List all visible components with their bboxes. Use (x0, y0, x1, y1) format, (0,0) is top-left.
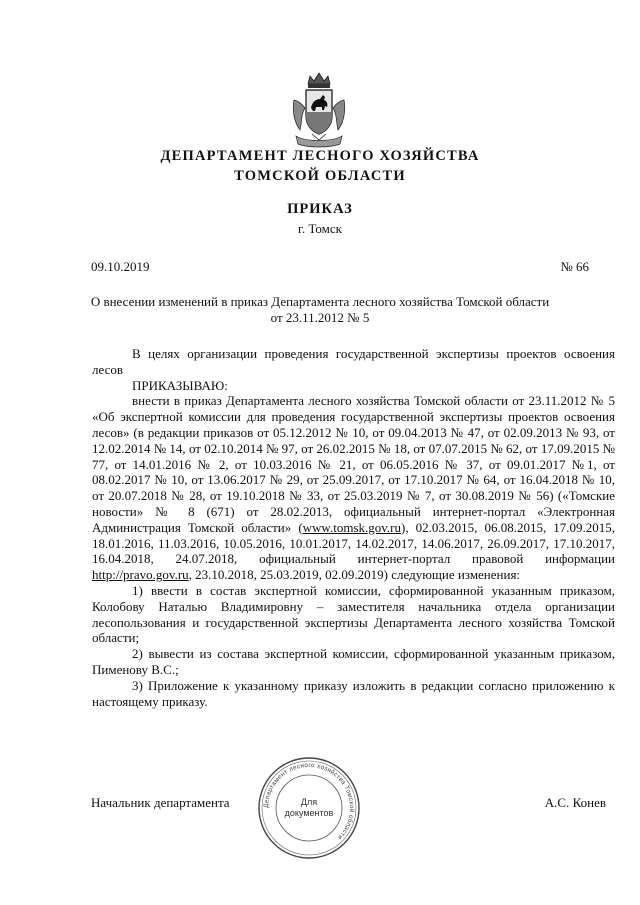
stamp-center-line2: документов (284, 808, 334, 818)
signatory-position: Начальник департамента (91, 795, 230, 810)
main-text-part2: ), 02.03.2015, 06.08.2015, 17.09.2015, 18.01.2016, 11.03.2016, 10.05.2016, 10.01.2017, 14.02.2017, 14.06.2017, 26.09.2017, 17.10.2017, 16.04.2018, 24.07.2018, официальный интернет-портал правовой информации (92, 519, 615, 567)
signatory-name: А.С. Конев (544, 795, 606, 810)
list-item-1: 1) ввести в состав экспертной комиссии, сформированной указанным приказом, Колобову Наталью Владимировну – заместителя начальника отдела организации лесопользования и государственной экспертизы Департамента лесного хозяйства Томской области; (92, 582, 615, 646)
document-body (92, 346, 615, 709)
stamp-ring-text: Департамент лесного хозяйства Томской области (262, 761, 356, 841)
subject-line1: О внесении изменений в приказ Департамента лесного хозяйства Томской области (90, 294, 550, 309)
document-number: № 66 (560, 259, 589, 274)
document-subject (60, 294, 580, 326)
main-text-part3: , 23.10.2018, 25.03.2019, 02.09.2019) следующие изменения: (188, 567, 521, 583)
official-stamp (256, 755, 362, 861)
document-type-title: ПРИКАЗ (287, 201, 353, 217)
list-item-3: 3) Приложение к указанному приказу изложить в редакции согласно приложению к настоящему приказу. (92, 677, 615, 709)
main-text-part1: внести в приказ Департамента лесного хозяйства Томской области от 23.11.2012 № 5 «Об экспертной комиссии для проведения государственной экспертизы проектов освоения лесов» (в редакции приказов от 05.12.2012 № 10, от 09.04.2013 № 47, от 02.09.2013 № 93, от 12.02.2014 № 14, от 02.10.2014 № 97, от 26.02.2015 № 18, от 07.07.2015 № 62, от 17.09.2015 № 77, от 14.01.2016 № 2, от 10.03.2016 № 21, от 06.05.2016 № 37, от 09.01.2017 №1, от 08.02.2017 № 10, от 13.06.2017 № 29, от 25.09.2017, от 17.10.2017 № 64, от 16.04.2018 № 10, от 20.07.2018 № 28, от 19.10.2018 № 33, от 25.03.2019 № 7, от 30.08.2019 № 56) («Томские новости» № 8 (671) от 28.02.2013, официальный интернет-портал «Электронная Администрация Томской области» ( (92, 393, 615, 535)
main-paragraph (92, 393, 615, 583)
coat-of-arms-emblem (290, 70, 348, 148)
document-date: 09.10.2019 (91, 259, 150, 274)
department-name-line2: ТОМСКОЙ ОБЛАСТИ (234, 168, 406, 184)
purpose-paragraph: В целях организации проведения государственной экспертизы проектов освоения лесов (92, 346, 615, 377)
stamp-center-line1: Для (300, 797, 318, 807)
pravo-gov-link[interactable]: http://pravo.gov.ru (92, 567, 189, 583)
city-label: г. Томск (298, 221, 342, 236)
subject-line2: от 23.11.2012 № 5 (270, 310, 370, 325)
order-word: ПРИКАЗЫВАЮ: (132, 377, 228, 393)
tomsk-gov-link[interactable]: www.tomsk.gov.ru (302, 519, 401, 535)
list-item-2: 2) вывести из состава экспертной комиссии, сформированной указанным приказом, Пименову В.С.; (92, 646, 615, 677)
department-name-line1: ДЕПАРТАМЕНТ ЛЕСНОГО ХОЗЯЙСТВА (160, 148, 480, 164)
